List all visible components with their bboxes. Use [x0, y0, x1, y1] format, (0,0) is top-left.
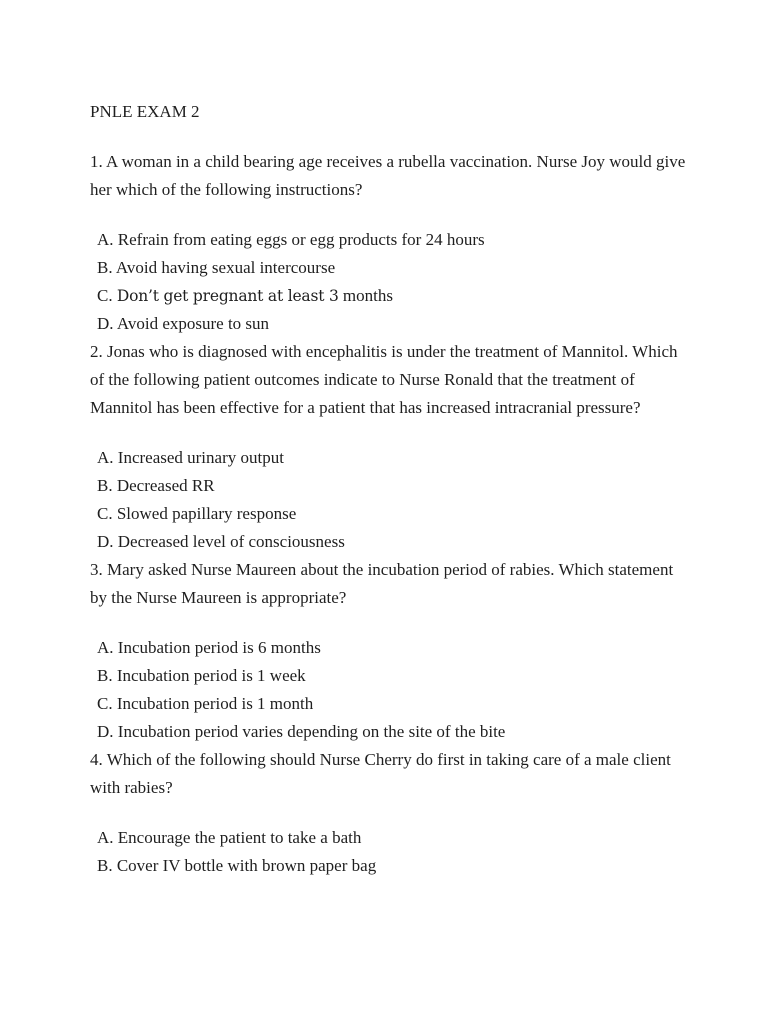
question-stem: 4. Which of the following should Nurse Cherry do first in taking care of a male client with rabies?	[90, 750, 671, 797]
question-stem: 1. A woman in a child bearing age receives a rubella vaccination. Nurse Joy would give her which of the following instructions?	[90, 152, 686, 199]
document-page	[90, 98, 690, 880]
question-3	[90, 556, 690, 746]
option-c: C. Incubation period is 1 month	[97, 694, 314, 713]
option-c: C. Slowed papillary response	[97, 504, 297, 523]
option-d: D. Decreased level of consciousness	[97, 532, 345, 551]
option-a: A. Encourage the patient to take a bath	[97, 828, 362, 847]
question-4	[90, 746, 690, 880]
option-c-emphasis: Don’t get pregnant at least 3	[116, 287, 339, 305]
option-a: A. Refrain from eating eggs or egg products for 24 hours	[97, 230, 485, 249]
option-b: B. Decreased RR	[97, 476, 215, 495]
option-list	[90, 444, 690, 556]
option-d: D. Avoid exposure to sun	[97, 314, 270, 333]
question-1	[90, 148, 690, 338]
option-d: D. Incubation period varies depending on the site of the bite	[97, 722, 506, 741]
option-b: B. Cover IV bottle with brown paper bag	[97, 856, 377, 875]
question-stem: 3. Mary asked Nurse Maureen about the incubation period of rabies. Which statement by the Nurse Maureen is appropriate?	[90, 560, 674, 607]
question-stem: 2. Jonas who is diagnosed with encephalitis is under the treatment of Mannitol. Which of the following patient outcomes indicate to Nurse Ronald that the treatment of Mannitol has been effective for a patient that has increased intracranial pressure?	[90, 342, 678, 417]
option-c	[97, 282, 690, 310]
option-list	[90, 824, 690, 880]
option-a: A. Increased urinary output	[97, 448, 284, 467]
option-b: B. Avoid having sexual intercourse	[97, 258, 336, 277]
option-list	[90, 226, 690, 338]
option-c-letter: C.	[97, 286, 117, 305]
option-c-tail: months	[338, 286, 393, 305]
document-title: PNLE EXAM 2	[90, 102, 200, 121]
option-a: A. Incubation period is 6 months	[97, 638, 321, 657]
question-2	[90, 338, 690, 556]
option-list	[90, 634, 690, 746]
option-b: B. Incubation period is 1 week	[97, 666, 306, 685]
